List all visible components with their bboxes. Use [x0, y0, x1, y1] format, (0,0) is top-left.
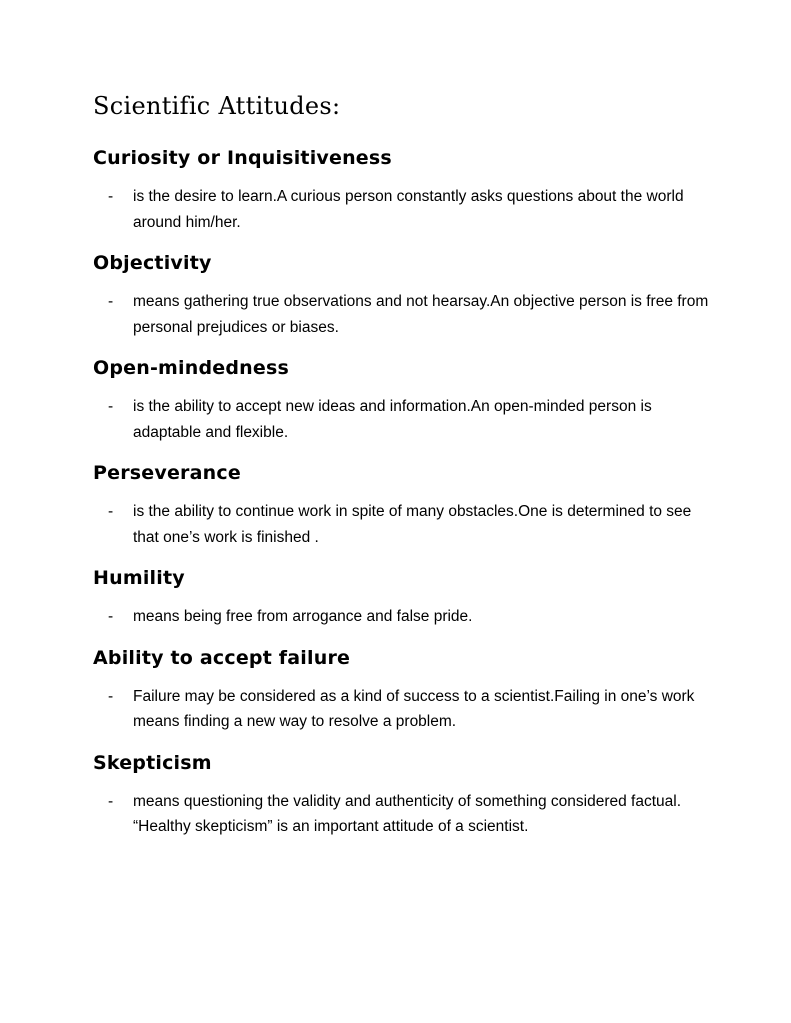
section-heading: Curiosity or Inquisitiveness: [93, 147, 392, 169]
section-accept-failure: [93, 644, 713, 735]
bullet-dash: -: [108, 687, 114, 705]
list-item: [93, 499, 713, 550]
bullet-dash: -: [108, 503, 114, 520]
section-heading: Skepticism: [93, 751, 212, 774]
bullet-dash: -: [108, 398, 114, 415]
bullet-dash: -: [108, 792, 114, 810]
section-curiosity: [93, 144, 713, 235]
section-heading: Ability to accept failure: [93, 646, 351, 669]
list-item: [93, 604, 713, 630]
section-heading: Objectivity: [93, 252, 212, 274]
section-open-mindedness: [93, 354, 713, 445]
item-text: is the desire to learn.A curious person constantly asks questions about the world around him/her.: [133, 188, 684, 231]
document-page: [93, 88, 713, 854]
list-item: [93, 394, 713, 445]
item-text: is the ability to continue work in spite of many obstacles.One is determined to see that one’s work is finished .: [133, 503, 692, 546]
section-humility: [93, 564, 713, 630]
bullet-dash: -: [108, 293, 114, 310]
item-text: Failure may be considered as a kind of success to a scientist.Failing in one’s work means finding a new way to resolve a problem.: [133, 687, 695, 730]
bullet-dash: -: [108, 188, 114, 205]
bullet-dash: -: [108, 608, 114, 625]
list-item: [93, 184, 713, 235]
item-text: means questioning the validity and authenticity of something considered factual. “Healthy skepticism” is an important attitude of a scientist.: [133, 792, 682, 835]
section-heading: Humility: [93, 567, 185, 589]
item-text: is the ability to accept new ideas and information.An open-minded person is adaptable and flexible.: [133, 398, 652, 441]
section-heading: Open-mindedness: [93, 357, 290, 379]
item-text: means being free from arrogance and false pride.: [133, 608, 473, 625]
section-perseverance: [93, 459, 713, 550]
section-skepticism: [93, 749, 713, 840]
section-heading: Perseverance: [93, 462, 241, 484]
item-text: means gathering true observations and not hearsay.An objective person is free from personal prejudices or biases.: [133, 293, 709, 336]
list-item: [93, 789, 713, 840]
page-title: Scientific Attitudes:: [93, 92, 341, 120]
section-objectivity: [93, 249, 713, 340]
list-item: [93, 684, 713, 735]
list-item: [93, 289, 713, 340]
